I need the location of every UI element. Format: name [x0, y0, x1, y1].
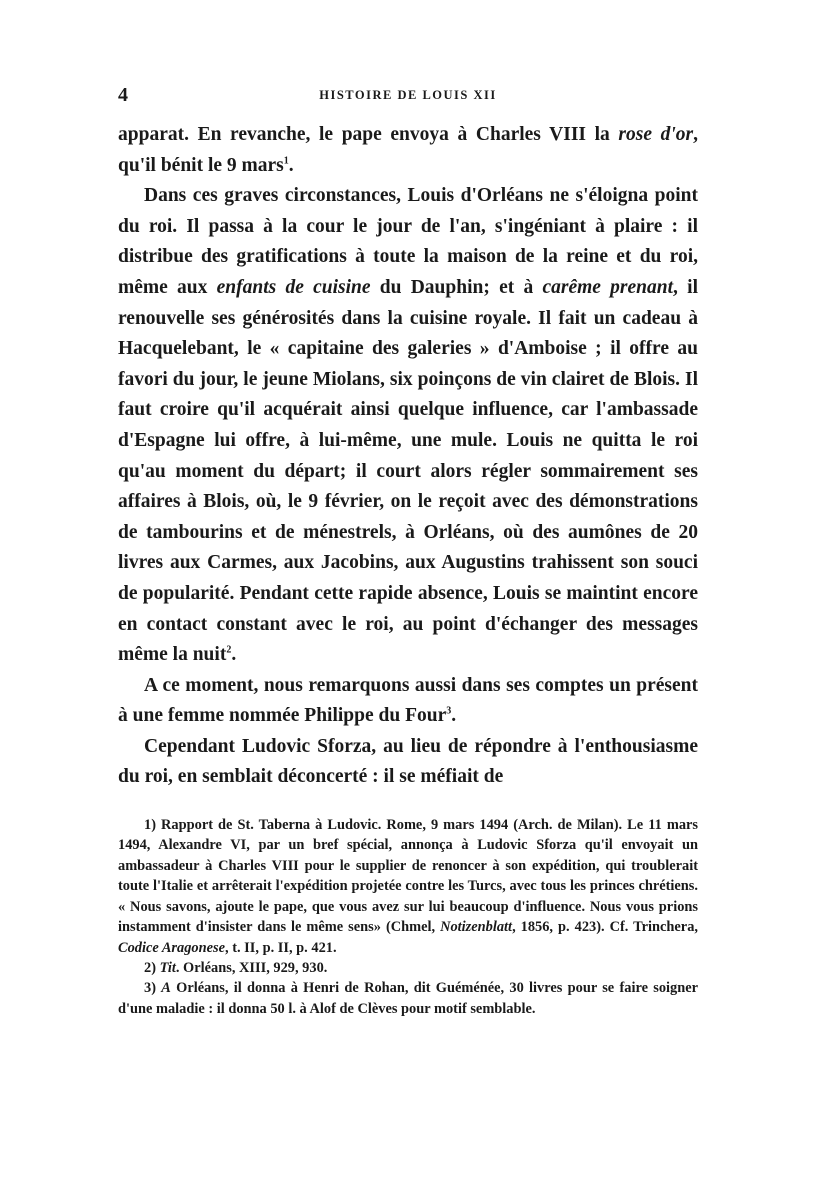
- footnote-2: 2) Tit. Orléans, XIII, 929, 930.: [144, 959, 328, 976]
- paragraph-3: A ce moment, nous remarquons aussi dans ses comptes un présent à une femme nommée Philippe du Four$^3$.: [118, 674, 698, 727]
- paragraph-2: Dans ces graves circonstances, Louis d'Orléans ne s'éloigna point du roi. Il passa à la cour le jour de l'an, s'ingéniant à plaire : il distribue des gratifications à toute la maison de la reine et du roi, même aux enfants de cuisine du Dauphin; et à carême prenant, il renouvelle ses générosités dans la cuisine royale. Il fait un cadeau à Hacquelebant, le « capitaine des galeries » d'Amboise ; il offre au favori du jour, le jeune Miolans, six poinçons de vin clairet de Blois. Il faut croire qu'il acquérait ainsi quelque influence, car l'ambassade d'Espagne lui offre, à lui-même, une mule. Louis ne quitta le roi qu'au moment du départ; il court alors régler sommairement ses affaires à Blois, où, le 9 février, on le reçoit avec des démonstrations de tambourins et de ménestrels, à Orléans, où des aumônes de 20 livres aux Carmes, aux Jacobins, aux Augustins trahissent son souci de popularité. Pendant cette rapide absence, Louis se maintint encore en contact constant avec le roi, au point d'échanger des messages même la nuit$^2$.: [118, 185, 698, 666]
- body-text: [118, 120, 698, 793]
- footnotes: [118, 815, 698, 1019]
- paragraph-1: apparat. En revanche, le pape envoya à Charles VIII la rose d'or, qu'il bénit le 9 mars$^1$.: [118, 124, 698, 176]
- footnote-ref: 2: [226, 644, 232, 656]
- page-header: [118, 84, 698, 114]
- footnote-ref: 1: [283, 155, 289, 167]
- footnote-1: 1) Rapport de St. Taberna à Ludovic. Rome, 9 mars 1494 (Arch. de Milan). Le 11 mars 1494, Alexandre VI, par un bref spécial, annonça à Ludovic Sforza qu'il envoyait un ambassadeur à Charles VIII pour le supplier de renoncer à son expédition, qui troublerait toute l'Italie et arrêterait l'expédition projetée contre les Turcs, avec tous les princes chrétiens. « Nous savons, ajoute le pape, que vous avez sur lui beaucoup d'influence. Nous vous prions instamment d'insister dans le même sens» (Chmel, Notizenblatt, 1856, p. 423). Cf. Trinchera, Codice Aragonese, t. II, p. II, p. 421.: [118, 817, 698, 956]
- running-title: HISTOIRE DE LOUIS XII: [319, 88, 497, 102]
- page-number: 4: [118, 84, 128, 106]
- book-page: [118, 84, 698, 1019]
- footnote-ref: 3: [446, 705, 452, 717]
- paragraph-4: Cependant Ludovic Sforza, au lieu de répondre à l'enthousiasme du roi, en semblait déconcerté : il se méfiait de: [118, 735, 698, 788]
- footnote-3: 3) A Orléans, il donna à Henri de Rohan, dit Guéménée, 30 livres pour se faire soigner d'une maladie : il donna 50 l. à Alof de Clèves pour motif semblable.: [118, 980, 699, 1017]
